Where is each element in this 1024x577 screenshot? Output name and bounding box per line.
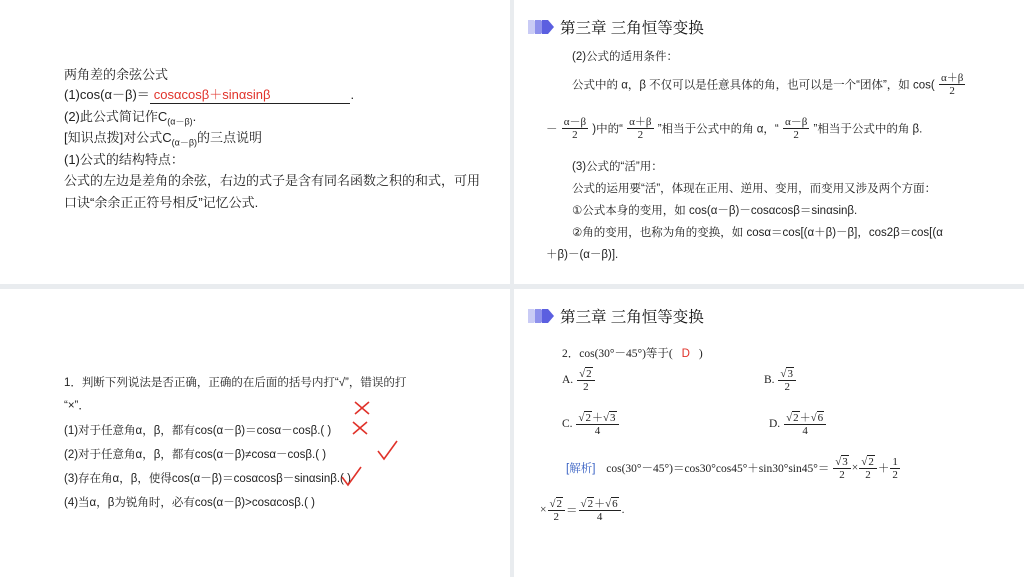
option-c-label: C. <box>562 418 573 430</box>
cond-line-2-mid1: )中的“ <box>592 123 623 136</box>
structure-line-2: 口诀“余余正正符号相反”记忆公式. <box>64 195 259 210</box>
question-1-line-2: “×”． <box>64 400 90 412</box>
tip-line <box>64 127 262 149</box>
judge-item-1: (1)对于任意角α，β，都有cos(α－β)＝cosα－cosβ.( ) <box>64 425 332 437</box>
formula-answer: cosαcosβ＋sinαsinβ <box>150 84 351 104</box>
sol-frac-sqrt3 <box>833 455 851 481</box>
cond-line-1-text: 公式中的 α，β 不仅可以是任意具体的角，也可以是一个“团体”，如 cos( <box>572 79 935 92</box>
use-line-1: 公式的运用要“活”，体现在正用、逆用、变用，而变用又涉及两个方面： <box>572 183 937 195</box>
formula-line <box>64 84 354 104</box>
sol-end: . <box>621 504 625 516</box>
slide-panel-conditions <box>514 0 1024 284</box>
cond-line-2 <box>546 116 922 141</box>
use-title: (3)公式的“活”用： <box>572 161 663 173</box>
analysis-line-1 <box>566 455 901 481</box>
frac-num: √2＋√6 <box>784 411 826 425</box>
radicand: 2 <box>556 498 563 510</box>
option-d-fraction <box>784 411 826 437</box>
option-b-fraction <box>778 367 796 393</box>
frac-num: α＋β <box>940 72 964 84</box>
sol-frac-sqrt2 <box>859 455 877 481</box>
radicand: 3 <box>610 412 616 424</box>
frac-den: 2 <box>793 129 799 141</box>
tip-end: 的三点说明 <box>197 130 263 145</box>
radicand: 2 <box>585 412 591 424</box>
frac-num: 1 <box>892 455 898 468</box>
option-d <box>769 411 827 437</box>
cond-title: (2)公式的适用条件： <box>572 51 679 63</box>
tip-text: [知识点拨]对公式C <box>64 130 172 145</box>
question-1-line-1: 1．判断下列说法是否正确，正确的在后面的括号内打“√”，错误的打 <box>64 377 407 389</box>
fraction-alpha-minus-beta <box>783 116 809 141</box>
abbrev-line <box>64 106 196 128</box>
option-a-label: A. <box>562 374 574 386</box>
sol-frac-result <box>579 497 621 523</box>
use-line-3: ②角的变用，也称为角的变换，如 cosα＝cos[(α＋β)－β]，cos2β＝cos[(α <box>572 227 943 239</box>
section-title: 两角差的余弦公式 <box>64 67 169 82</box>
analysis-line-2 <box>540 497 625 523</box>
frac-den: 2 <box>553 511 560 523</box>
option-c <box>562 411 620 437</box>
times-sign: × <box>851 462 859 474</box>
judge-item-2: (2)对于任意角α，β，都有cos(α－β)≠cosα－cosβ.( ) <box>64 449 327 461</box>
radicand: 2 <box>793 412 799 424</box>
frac-den: 2 <box>572 129 578 141</box>
frac-den: 2 <box>583 381 589 393</box>
radicand: 3 <box>787 368 793 380</box>
abbrev-sub: (α－β) <box>167 116 193 127</box>
frac-num: √3 <box>778 367 796 381</box>
plus-sign: ＋ <box>877 463 890 475</box>
radicand: 3 <box>842 456 848 468</box>
slide-panel-formula <box>0 0 510 284</box>
chapter-title: 第三章 三角恒等变换 <box>560 309 704 326</box>
frac-den: 2 <box>892 468 898 481</box>
radicand: 2 <box>586 368 592 380</box>
chapter-arrow-icon <box>528 18 556 36</box>
plus-sign: ＋ <box>591 412 603 424</box>
structure-title: (1)公式的结构特点： <box>64 152 184 167</box>
equals-sign: ＝ <box>566 505 578 517</box>
frac-den: 2 <box>865 469 871 481</box>
chapter-arrow-icon <box>528 307 556 325</box>
use-line-2: ①公式本身的变用，如 cos(α－β)－cosαcosβ＝sinαsinβ. <box>572 205 858 217</box>
frac-den: 4 <box>594 425 601 437</box>
cross-mark-icon <box>352 400 372 416</box>
radicand: 6 <box>612 498 618 510</box>
formula-prefix: (1)cos(α－β)＝ <box>64 87 150 102</box>
frac-num: α－β <box>563 116 587 128</box>
question-2-end: ) <box>698 348 703 360</box>
sol-frac-sqrt2 <box>548 497 566 523</box>
radicand: 2 <box>587 498 594 510</box>
frac-num: √2 <box>577 367 595 381</box>
frac-num: √3 <box>833 455 851 469</box>
judge-item-4: (4)当α，β为锐角时，必有cos(α－β)>cosαcosβ.( ) <box>64 497 315 509</box>
frac-den: 2 <box>949 85 955 97</box>
abbrev-text: (2)此公式简记作C <box>64 109 168 124</box>
fraction-alpha-minus-beta <box>562 116 588 141</box>
use-line-4: ＋β)－(α－β)]. <box>546 249 619 261</box>
analysis-text: cos(30°－45°)＝cos30°cos45°＋sin30°sin45°＝ <box>606 463 830 475</box>
analysis-label: [解析] <box>566 463 596 475</box>
fraction-alpha-plus-beta <box>939 72 965 97</box>
abbrev-end: . <box>192 109 197 124</box>
structure-line-1: 公式的左边是差角的余弦，右边的式子是含有同名函数之积的和式，可用 <box>64 173 481 188</box>
cross-mark-icon <box>350 420 370 436</box>
frac-num: √2＋√6 <box>579 497 621 511</box>
tip-sub: (α－β) <box>171 137 197 148</box>
chapter-title: 第三章 三角恒等变换 <box>560 20 704 37</box>
cond-line-2-pre: － <box>546 123 558 136</box>
frac-den: 4 <box>596 511 603 523</box>
check-mark-icon <box>340 465 364 489</box>
option-c-fraction <box>576 411 618 437</box>
question-2-text: 2．cos(30°－45°)等于( <box>562 348 673 360</box>
frac-num: √2 <box>859 455 877 469</box>
radicand: 6 <box>817 412 824 424</box>
plus-sign: ＋ <box>594 498 606 510</box>
frac-num: √2 <box>548 497 566 511</box>
frac-num: √2＋√3 <box>576 411 618 425</box>
slide-panel-choice <box>514 289 1024 577</box>
option-a-fraction <box>577 367 595 393</box>
cond-line-2-end: ”相当于公式中的角 β. <box>813 123 923 136</box>
answer-mark: D <box>681 348 690 360</box>
formula-end: . <box>350 87 355 102</box>
fraction-alpha-plus-beta <box>627 116 653 141</box>
frac-den: 2 <box>839 469 845 481</box>
radicand: 2 <box>868 456 874 468</box>
sol-frac-half <box>890 456 900 481</box>
plus-sign: ＋ <box>799 412 811 424</box>
frac-num: α＋β <box>629 116 652 128</box>
frac-den: 4 <box>802 425 808 437</box>
judge-item-3: (3)存在角α，β，使得cos(α－β)＝cosαcosβ－sinαsinβ.( ) <box>64 473 351 485</box>
frac-den: 2 <box>784 381 790 393</box>
option-b <box>764 367 797 393</box>
cond-line-1 <box>572 72 966 97</box>
cond-line-2-mid2: ”相当于公式中的角 α，“ <box>657 123 779 136</box>
check-mark-icon <box>376 439 400 463</box>
option-d-label: D. <box>769 418 781 430</box>
times-sign: × <box>540 504 547 516</box>
option-b-label: B. <box>764 374 775 386</box>
question-2 <box>562 345 703 361</box>
frac-num: α－β <box>784 116 808 128</box>
frac-den: 2 <box>637 129 644 141</box>
option-a <box>562 367 596 393</box>
slide-panel-true-false <box>0 289 510 577</box>
